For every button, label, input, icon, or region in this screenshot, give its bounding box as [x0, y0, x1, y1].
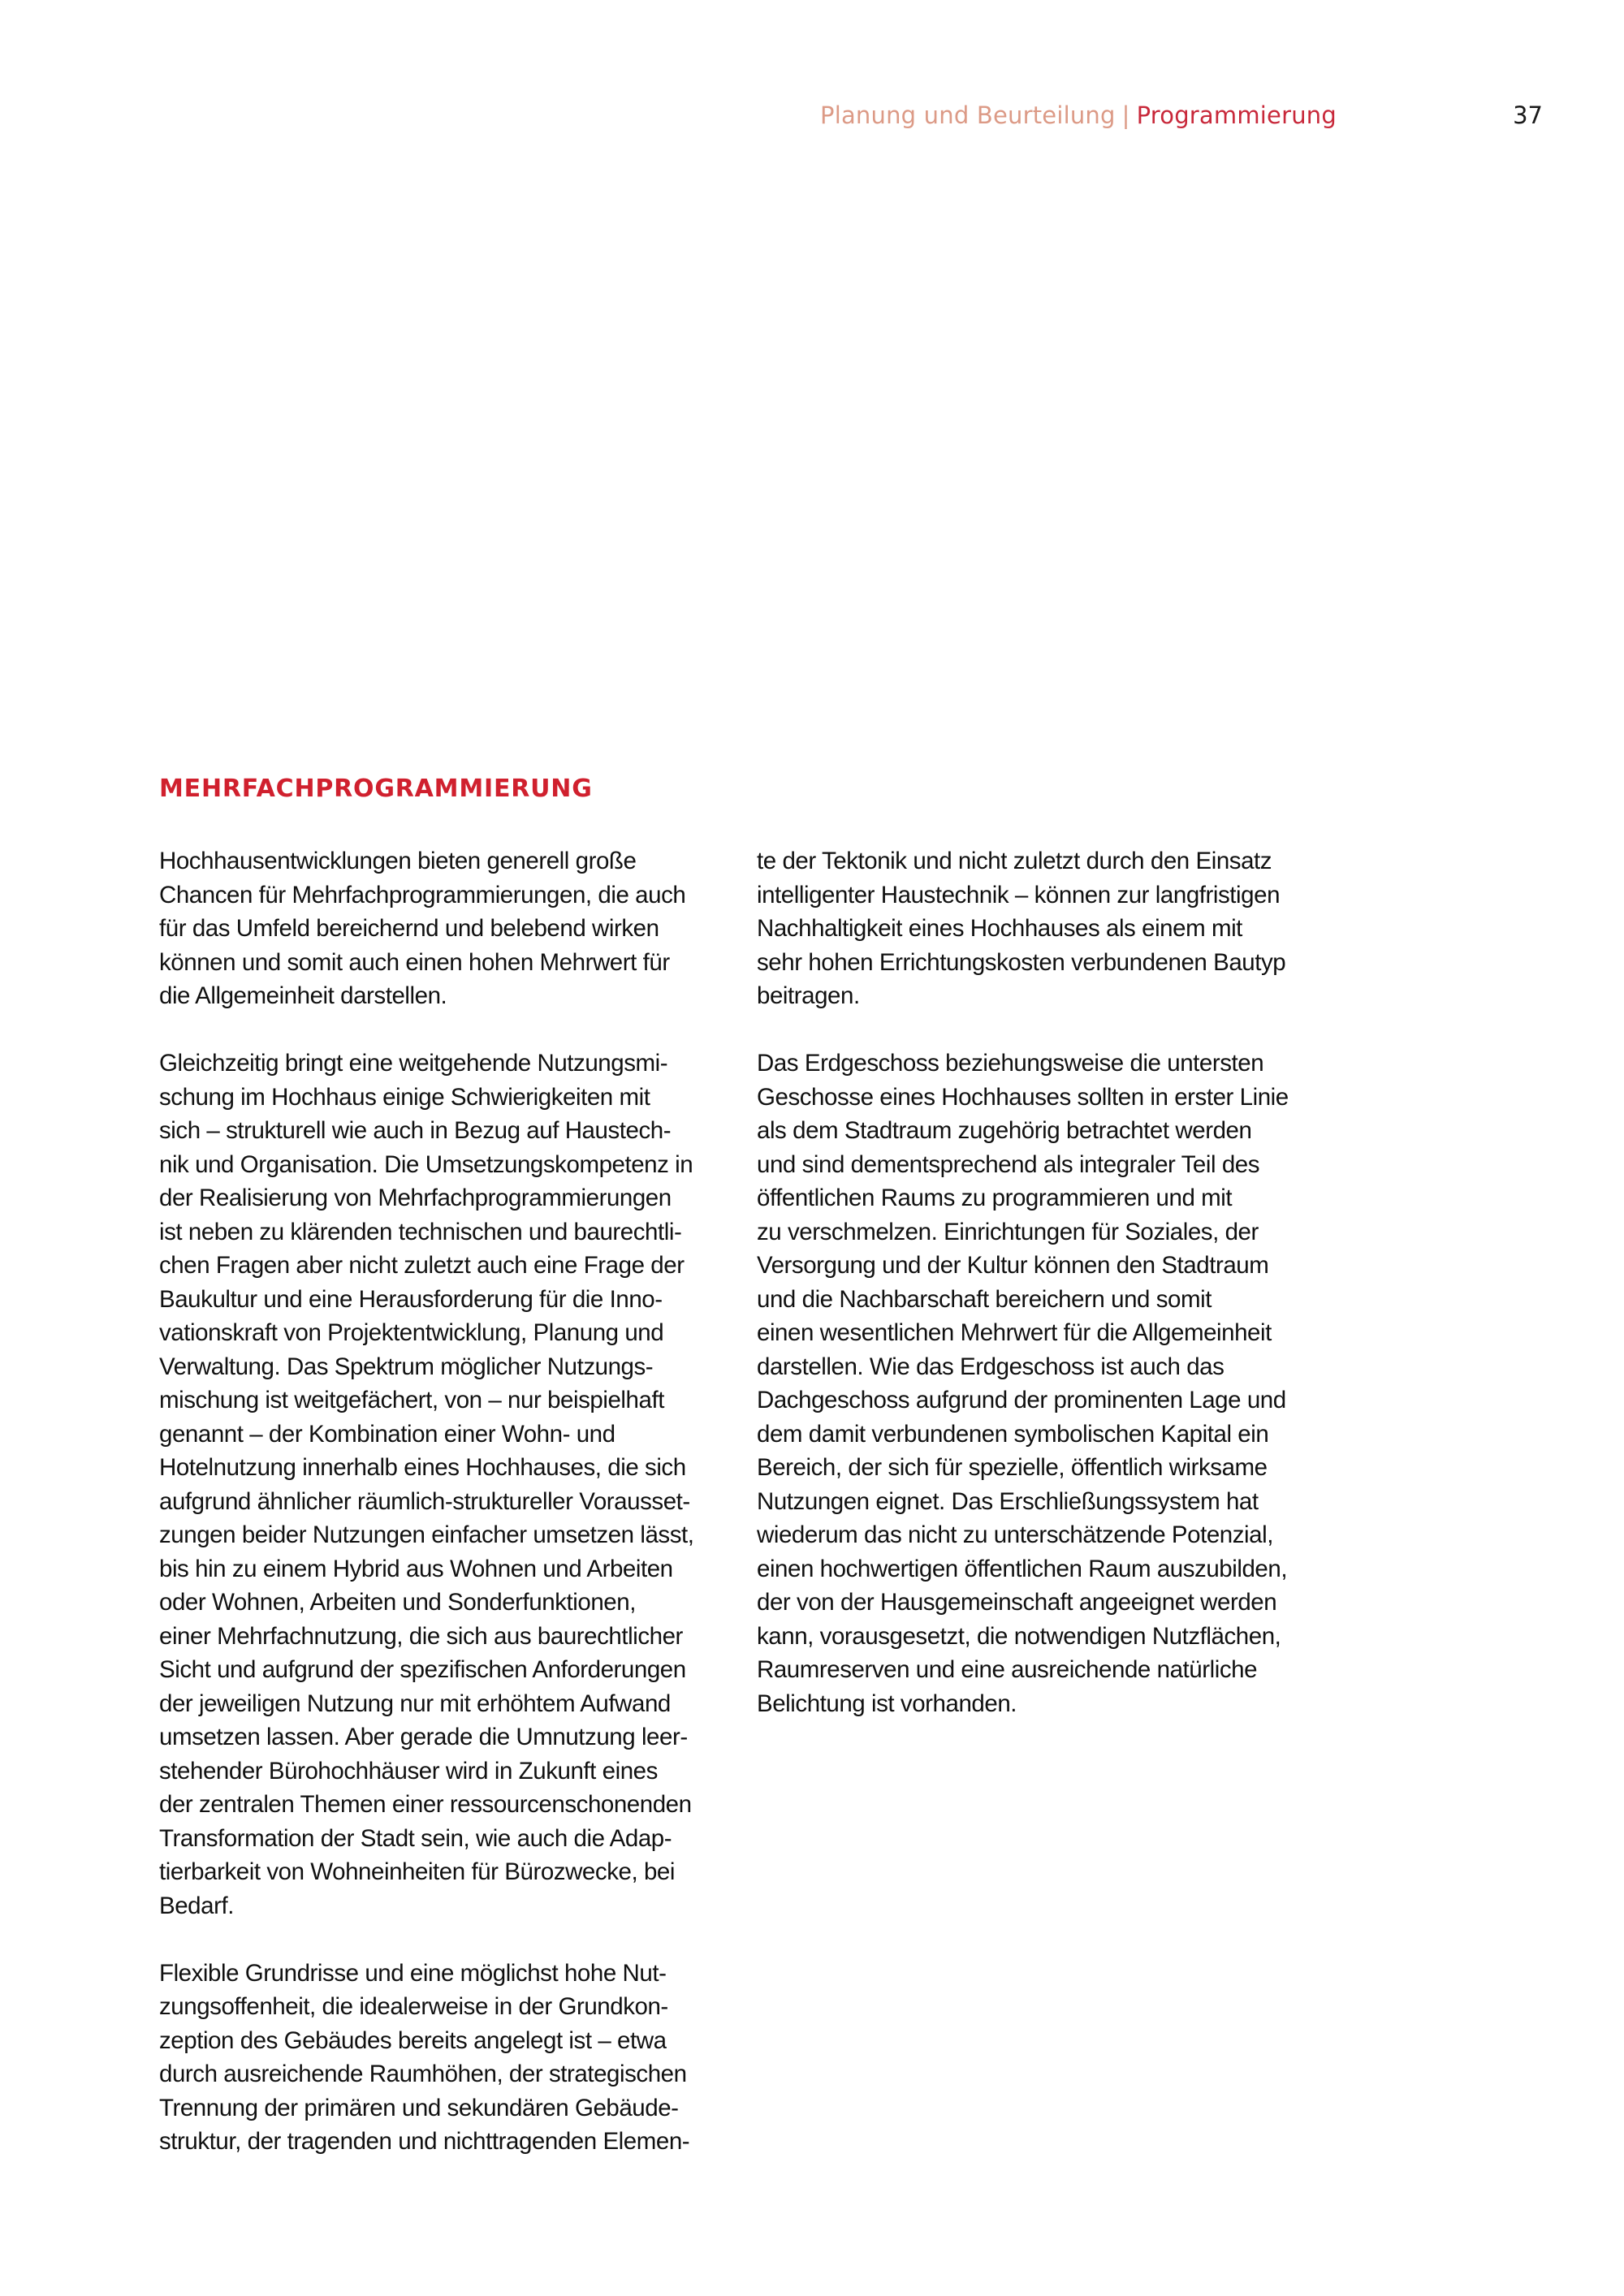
text-line: als dem Stadtraum zugehörig betrachtet werden: [757, 1117, 1252, 1144]
text-line: Hotelnutzung innerhalb eines Hochhauses, die sich: [159, 1454, 686, 1481]
text-line: und sind dementsprechend als integraler Teil des: [757, 1150, 1260, 1178]
text-line: der Realisierung von Mehrfachprogrammierungen: [159, 1185, 672, 1211]
text-line: für das Umfeld bereichernd und belebend wirken: [159, 915, 659, 942]
text-line: nik und Organisation. Die Umsetzungskompetenz in: [159, 1150, 693, 1178]
text-line: Trennung der primären und sekundären Gebäude-: [159, 2094, 679, 2121]
text-line: stehender Bürohochhäuser wird in Zukunft eines: [159, 1757, 658, 1785]
body-paragraph: [159, 844, 728, 1013]
text-line: Versorgung und der Kultur können den Stadtraum: [757, 1252, 1269, 1279]
text-line: aufgrund ähnlicher räumlich-struktureller Vorausset-: [159, 1487, 690, 1515]
text-line: Nachhaltigkeit eines Hochhauses als einem mit: [757, 915, 1242, 942]
text-line: sich – strukturell wie auch in Bezug auf Haustech-: [159, 1117, 672, 1144]
text-line: zeption des Gebäudes bereits angelegt ist – etwa: [159, 2026, 667, 2054]
section-heading: MEHRFACHPROGRAMMIERUNG: [159, 775, 593, 803]
text-line: genannt – der Kombination einer Wohn- und: [159, 1420, 615, 1448]
text-line: Verwaltung. Das Spektrum möglicher Nutzungs-: [159, 1353, 654, 1380]
body-paragraph: [159, 1047, 728, 1923]
body-paragraph: [757, 1047, 1325, 1720]
text-line: zungen beider Nutzungen einfacher umsetzen lässt,: [159, 1521, 694, 1548]
text-line: Baukultur und eine Herausforderung für die Inno-: [159, 1285, 663, 1313]
text-line: Flexible Grundrisse und eine möglichst hohe Nut-: [159, 1959, 667, 1987]
text-line: dem damit verbundenen symbolischen Kapital ein: [757, 1420, 1269, 1448]
text-line: struktur, der tragenden und nichttragenden Elemen-: [159, 2128, 690, 2155]
text-line: Belichtung ist vorhanden.: [757, 1690, 1017, 1717]
text-line: Transformation der Stadt sein, wie auch die Adap-: [159, 1824, 672, 1852]
text-line: einen wesentlichen Mehrwert für die Allgemeinheit: [757, 1319, 1272, 1346]
running-header: [820, 99, 1337, 132]
text-line: beitragen.: [757, 982, 860, 1009]
right-text-column: [757, 844, 1325, 1754]
text-line: der jeweiligen Nutzung nur mit erhöhtem Aufwand: [159, 1690, 671, 1717]
text-line: bis hin zu einem Hybrid aus Wohnen und Arbeiten: [159, 1555, 673, 1582]
running-header-section: Planung und Beurteilung: [820, 101, 1116, 129]
text-line: Bereich, der sich für spezielle, öffentlich wirksame: [757, 1454, 1268, 1481]
text-line: Hochhausentwicklungen bieten generell große: [159, 848, 637, 874]
text-line: Nutzungen eignet. Das Erschließungssystem hat: [757, 1487, 1259, 1515]
text-line: Chancen für Mehrfachprogrammierungen, die auch: [159, 881, 686, 908]
text-line: zu verschmelzen. Einrichtungen für Soziales, der: [757, 1218, 1259, 1245]
text-line: darstellen. Wie das Erdgeschoss ist auch das: [757, 1353, 1224, 1380]
text-line: öffentlichen Raums zu programmieren und mit: [757, 1185, 1233, 1211]
text-line: durch ausreichende Raumhöhen, der strategischen: [159, 2061, 687, 2087]
text-line: ist neben zu klärenden technischen und baurechtli-: [159, 1218, 682, 1245]
text-line: können und somit auch einen hohen Mehrwert für: [159, 948, 670, 976]
text-line: Raumreserven und eine ausreichende natürliche: [757, 1656, 1258, 1683]
text-line: kann, vorausgesetzt, die notwendigen Nutzflächen,: [757, 1622, 1281, 1650]
text-line: te der Tektonik und nicht zuletzt durch den Einsatz: [757, 848, 1272, 874]
text-line: Gleichzeitig bringt eine weitgehende Nutzungsmi-: [159, 1050, 668, 1077]
text-line: wiederum das nicht zu unterschätzende Potenzial,: [757, 1521, 1273, 1548]
running-header-chapter: Programmierung: [1136, 101, 1337, 129]
text-line: Dachgeschoss aufgrund der prominenten Lage und: [757, 1387, 1286, 1413]
left-text-column: [159, 844, 728, 2192]
text-line: umsetzen lassen. Aber gerade die Umnutzung leer-: [159, 1724, 688, 1750]
text-line: chen Fragen aber nicht zuletzt auch eine Frage der: [159, 1252, 685, 1279]
text-line: vationskraft von Projektentwicklung, Planung und: [159, 1319, 664, 1346]
text-line: schung im Hochhaus einige Schwierigkeiten mit: [159, 1083, 650, 1111]
text-line: tierbarkeit von Wohneinheiten für Bürozwecke, bei: [159, 1858, 675, 1885]
text-line: zungsoffenheit, die idealerweise in der Grundkon-: [159, 1993, 668, 2020]
text-line: die Allgemeinheit darstellen.: [159, 982, 447, 1009]
page-number: 37: [1513, 101, 1543, 129]
text-line: mischung ist weitgefächert, von – nur beispielhaft: [159, 1387, 664, 1413]
text-line: Geschosse eines Hochhauses sollten in erster Linie: [757, 1083, 1289, 1111]
text-line: einer Mehrfachnutzung, die sich aus baurechtlicher: [159, 1622, 683, 1650]
text-line: der zentralen Themen einer ressourcenschonenden: [159, 1791, 692, 1818]
text-line: intelligenter Haustechnik – können zur langfristigen: [757, 881, 1281, 908]
text-line: Sicht und aufgrund der spezifischen Anforderungen: [159, 1656, 686, 1683]
body-paragraph: [159, 1957, 728, 2159]
text-line: Das Erdgeschoss beziehungsweise die untersten: [757, 1050, 1264, 1077]
text-line: sehr hohen Errichtungskosten verbundenen Bautyp: [757, 948, 1286, 976]
text-line: der von der Hausgemeinschaft angeeignet werden: [757, 1589, 1277, 1616]
running-header-separator: |: [1121, 101, 1130, 129]
text-line: einen hochwertigen öffentlichen Raum auszubilden,: [757, 1555, 1288, 1582]
text-line: und die Nachbarschaft bereichern und somit: [757, 1285, 1212, 1313]
body-paragraph: [757, 844, 1325, 1013]
text-line: oder Wohnen, Arbeiten und Sonderfunktionen,: [159, 1589, 636, 1616]
text-line: Bedarf.: [159, 1892, 234, 1919]
